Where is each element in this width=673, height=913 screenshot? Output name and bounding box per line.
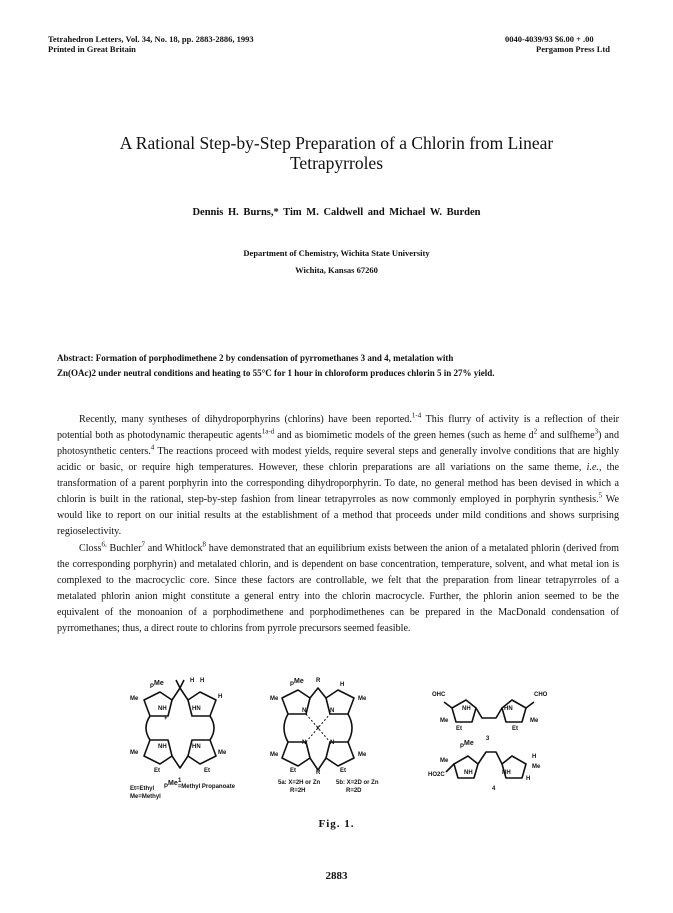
label-5a-r: R=2H bbox=[290, 788, 306, 794]
citation-sup: 1a-d bbox=[261, 427, 275, 436]
atom-label: Et bbox=[512, 726, 518, 732]
atom-label: N bbox=[330, 708, 335, 714]
atom-label: NH bbox=[464, 770, 473, 776]
compound-4-drawing bbox=[446, 752, 526, 778]
para1-text: and as biomimetic models of the green hemes (such as heme d bbox=[274, 430, 534, 441]
atom-label: H bbox=[340, 682, 345, 688]
citation-sup: 3 bbox=[594, 427, 599, 436]
affiliation-department: Department of Chemistry, Wichita State University bbox=[243, 248, 430, 258]
atom-label: Et bbox=[340, 768, 346, 774]
legend-ethyl: Et=Ethyl bbox=[130, 786, 155, 792]
atom-label: NH bbox=[462, 706, 471, 712]
affiliation-city: Wichita, Kansas 67260 bbox=[295, 265, 378, 275]
atom-label: Me bbox=[532, 764, 541, 770]
atom-label: Me bbox=[358, 696, 367, 702]
atom-label: H bbox=[218, 694, 223, 700]
compound-number: 1 bbox=[178, 778, 182, 784]
label-5b: 5b: X=2D or Zn bbox=[336, 780, 379, 786]
atom-label: NH bbox=[502, 770, 511, 776]
atom-label: Me bbox=[218, 750, 227, 756]
atom-label: X bbox=[316, 726, 321, 732]
printed-in: Printed in Great Britain bbox=[48, 44, 136, 54]
atom-label: Me bbox=[270, 696, 279, 702]
atom-label: NH bbox=[158, 706, 167, 712]
citation-sup: 1-4 bbox=[411, 411, 422, 420]
atom-label: N bbox=[330, 740, 335, 746]
atom-label: NH bbox=[158, 744, 167, 750]
atom-label: Me bbox=[358, 752, 367, 758]
abstract-text-1: Formation of porphodimethene 2 by condensation of pyrromethanes 3 and 4, metalation with bbox=[95, 353, 454, 363]
atom-label: N bbox=[302, 708, 307, 714]
citation-sup: 7 bbox=[141, 540, 145, 549]
figure-structures bbox=[130, 678, 550, 806]
para2-text: Buchler bbox=[106, 543, 142, 554]
atom-label: HN bbox=[192, 706, 201, 712]
author-list: Dennis H. Burns,* Tim M. Caldwell and Michael W. Burden bbox=[192, 207, 481, 218]
compound-1-drawing bbox=[144, 680, 216, 768]
legend-propanoate: $P^{Me}=Methyl$ Propanoate bbox=[164, 780, 235, 790]
para1-text: ) and photosynthetic centers. bbox=[57, 430, 619, 457]
atom-label: R bbox=[316, 770, 321, 776]
compound-number: 3 bbox=[486, 736, 490, 742]
label-5a: 5a: X=2H or Zn bbox=[278, 780, 321, 786]
para1-text: This flurry of activity is a reflection of their potential both as photodynamic therapeutic agents bbox=[57, 414, 619, 441]
figure-caption: Fig. 1. bbox=[318, 818, 355, 830]
abstract bbox=[57, 351, 617, 381]
para1-text: and sulfheme bbox=[537, 430, 595, 441]
issn-price: 0040-4039/93 $6.00 + .00 bbox=[505, 34, 594, 44]
para2-text: and Whitlock bbox=[144, 543, 203, 554]
citation-sup: 8 bbox=[202, 540, 206, 549]
publisher: Pergamon Press Ltd bbox=[536, 44, 610, 54]
atom-label: HO2C bbox=[428, 772, 445, 778]
atom-label: Et bbox=[154, 768, 160, 774]
page-number: 2883 bbox=[325, 870, 348, 882]
citation-sup: 5 bbox=[598, 491, 603, 500]
citation-sup: 4 bbox=[150, 443, 155, 452]
atom-label: H bbox=[190, 678, 195, 684]
legend-methyl: Me=Methyl bbox=[130, 794, 161, 800]
atom-label: H bbox=[532, 754, 537, 760]
abstract-line-1 bbox=[57, 351, 617, 366]
atom-label: $P^{Me}$ bbox=[290, 678, 304, 688]
abstract-label: Abstract: bbox=[57, 353, 94, 363]
atom-label: OHC bbox=[432, 692, 446, 698]
atom-label: Me bbox=[130, 696, 139, 702]
title-line-1: A Rational Step-by-Step Preparation of a Chlorin from Linear bbox=[119, 133, 554, 153]
journal-citation: Tetrahedron Letters, Vol. 34, No. 18, pp. 2883-2886, 1993 bbox=[48, 34, 254, 44]
atom-label: Me bbox=[440, 758, 449, 764]
atom-label: HN bbox=[192, 744, 201, 750]
atom-label: N bbox=[302, 740, 307, 746]
citation-sup: 6, bbox=[101, 540, 107, 549]
abstract-line-2: Zn(OAc)2 under neutral conditions and heating to 55°C for 1 hour in chloroform produces chlorin 5 in 27% yield. bbox=[57, 368, 495, 378]
para2-text: Closs bbox=[79, 543, 102, 554]
atom-label: Et bbox=[456, 726, 462, 732]
body-paragraph-2 bbox=[57, 541, 619, 637]
compound-number: 4 bbox=[492, 786, 496, 792]
atom-label: $P^{Me}$ bbox=[150, 680, 164, 690]
para1-text: The reactions proceed with modest yields, require several steps and generally involve conditions that are highly acidic or basic, or require high temperatures. However, these chlorin preparations are all variations on the same theme, bbox=[57, 446, 619, 473]
body-paragraph-1 bbox=[57, 412, 619, 540]
atom-label: H bbox=[526, 776, 531, 782]
atom-label: Me bbox=[270, 752, 279, 758]
para1-italic: i.e., bbox=[586, 462, 602, 473]
para1-text: Recently, many syntheses of dihydroporphyrins (chlorins) have been reported. bbox=[79, 414, 412, 425]
label-5b-r: R=2D bbox=[346, 788, 362, 794]
atom-label: $P^{Me}$ bbox=[460, 740, 474, 750]
atom-label: Et bbox=[290, 768, 296, 774]
atom-label: + bbox=[164, 716, 168, 722]
atom-label: CHO bbox=[534, 692, 548, 698]
atom-label: Et bbox=[204, 768, 210, 774]
title-line-2: Tetrapyrroles bbox=[289, 153, 384, 173]
para1-text: the transformation of a parent porphyrin into the corresponding dihydroporphyrin. To date, no general method has been devised in which a chlorin is built in the rational, step-by-step fashion from linear tetrapyrroles as now commonly employed in porphyrin synthesis. bbox=[57, 462, 620, 505]
atom-label: Me bbox=[130, 750, 139, 756]
atom-label: Me bbox=[440, 718, 449, 724]
citation-sup: 2 bbox=[533, 427, 538, 436]
para1-text: We would like to report on our initial results at the establishment of a method that proceeds under mild conditions and shows surprising regioselectivity. bbox=[57, 494, 619, 537]
para2-text: have demonstrated that an equilibrium exists between the anion of a metalated phlorin (derived from the corresponding porphyrin) and metalated chlorin, and is dependent on base concentration, temperature, solvent, and what metal ion is complexed to the macrocyclic core. Since these factors are controllable, we felt that the preparation from linear tetrapyrroles of a metalated phlorin anion might constitute a general entry into the chlorin macrocycle. Further, the phlorin anion seemed to be the equivalent of the monoanion of a porphodimethene and porphodimethenes can be prepared in the MacDonald condensation of pyrromethanes; thus, a direct route to chlorins from pyrrole precursors seemed feasible. bbox=[57, 543, 619, 634]
atom-label: R bbox=[316, 678, 321, 684]
atom-label: Me bbox=[530, 718, 539, 724]
compound-3-drawing bbox=[444, 700, 534, 722]
atom-label: HN bbox=[504, 706, 513, 712]
paper-title bbox=[0, 133, 673, 173]
atom-label: H bbox=[200, 678, 205, 684]
